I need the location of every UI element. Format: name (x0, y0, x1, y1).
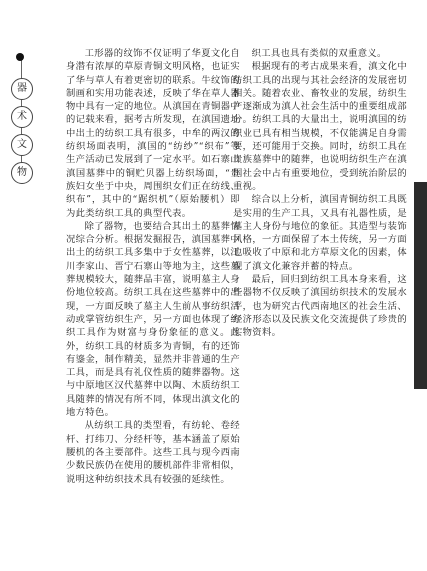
paragraph: 根据现有的考古成果来看，滇文化中纺织工具的出现与其社会经济的发展密切相关。随着农业、畜牧业的发展，纺织生产逐渐成为滇人社会生活中的重要组成部分。纺织工具的大量出土，说明滇国的纺织业已具有相当规模，不仅能满足自身需要，还可能用于交换。同时，纺织工具在贵族墓葬中的随葬，也说明纺织生产在滇国社会中占有重要地位，受到统治阶层的重视。 (233, 61, 407, 192)
text-column-left (66, 47, 240, 486)
sidebar-dot (16, 53, 24, 61)
sidebar-seal-3: 文 (11, 134, 33, 156)
paragraph: 工形器的纹饰不仅证明了华夏文化自身潜有浓厚的草原青铜文明风格，也证实了华与草人有着更密切的联系。牛纹饰的制画和实用功能表述，反映了华在草人器物中具有一定的地位。从滇国在青铜器中的记载来看，据考古所发现，在滇国遗址中出土的纺织工具有很多，中牟的两汉的纺织场面表明，滇国的“纺纱”“织布”等生产活动已发展到了一定水平。如石寨山滇国墓葬中的铜贮贝器上纺织场面，“贵族妇女坐于中央，周围织女们正在纺线、织布”，其中的“踞织机”（原始腰机）即为此类纺织工具的典型代表。 (66, 48, 240, 219)
paragraph: 最后，回归到纺织工具本身来看，这些器物不仅反映了滇国纺织技术的发展水平，也为研究古代西南地区的社会生活、经济形态以及民族文化交流提供了珍贵的实物资料。 (233, 274, 407, 339)
paragraph: 综合以上分析，滇国青铜纺织工具既是实用的生产工具，又具有礼器性质，是墓主人身份与地位的象征。其造型与装饰风格，一方面保留了本土传统，另一方面也吸收了中原和北方草原文化的因素，体现了滇文化兼容并蓄的特点。 (233, 194, 407, 272)
sidebar-seal-2: 术 (11, 106, 33, 128)
edge-bar (414, 182, 427, 389)
sidebar-seal-4: 物 (11, 162, 33, 184)
paragraph: 除了器物，也要结合其出土的墓葬情况综合分析。根据发掘报告，滇国墓葬中出土的纺织工具多集中于女性墓葬，以江川李家山、晋宁石寨山等地为主，这些墓葬规模较大，随葬品丰富，说明墓主人身份地位较高。纺织工具在这些墓葬中的出现，一方面反映了墓主人生前从事纺织活动或掌管纺织生产，另一方面也体现了纺织工具作为财富与身份象征的意义。此外，纺织工具的材质多为青铜，有的还饰有鎏金，制作精美，显然并非普通的生产工具，而是具有礼仪性质的随葬器物。这与中原地区汉代墓葬中以陶、木质纺织工具随葬的情况有所不同，体现出滇文化的地方特色。 (66, 220, 240, 419)
sidebar-seal-1: 器 (11, 78, 33, 100)
text-column-right (233, 47, 407, 340)
paragraph: 从纺织工具的类型看，有纺轮、卷经杆、打纬刀、分经杆等，基本涵盖了原始腰机的各主要部件。这些工具与现今西南少数民族仍在使用的腰机部件非常相似，说明这种纺织技术具有较强的延续性。 (66, 420, 240, 485)
paragraph: 织工具也具有类似的双重意义。 (251, 48, 387, 59)
